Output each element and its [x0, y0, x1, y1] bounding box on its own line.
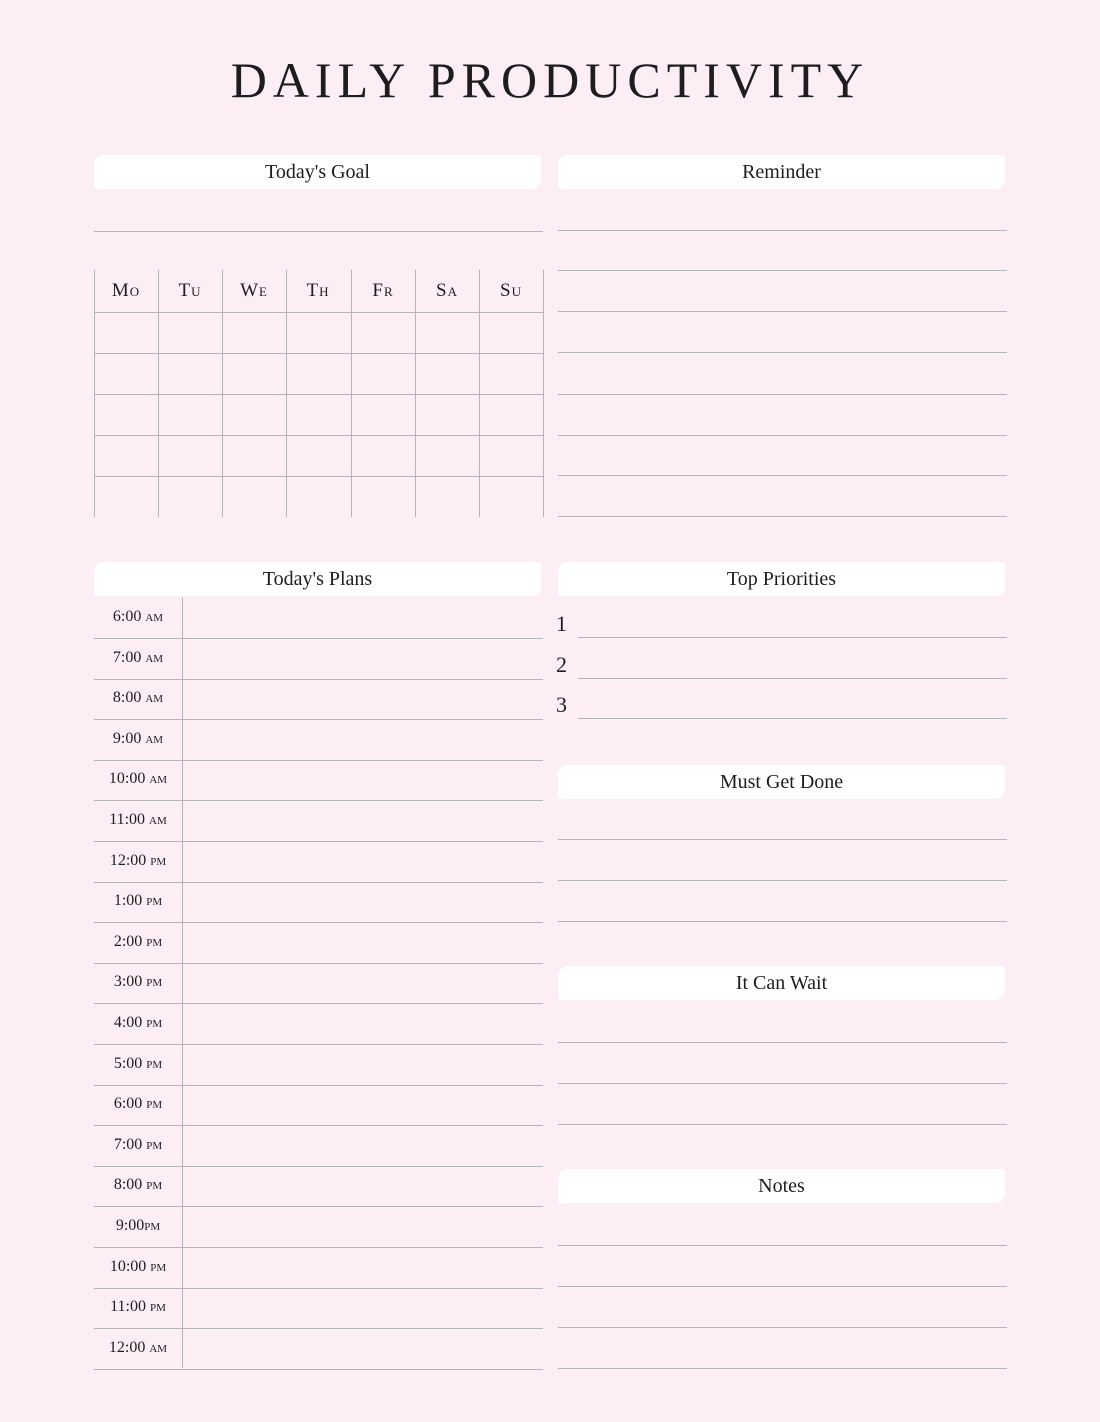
grid-cell[interactable] [416, 477, 478, 516]
grid-cell[interactable] [416, 313, 478, 352]
grid-cell[interactable] [287, 354, 349, 393]
grid-cell[interactable] [480, 354, 542, 393]
plans-header: Today's Plans [94, 562, 541, 596]
plan-slot[interactable] [184, 678, 542, 717]
plan-slot[interactable] [184, 1287, 542, 1326]
day-label-fr: Fr [372, 280, 394, 301]
grid-cell[interactable] [287, 395, 349, 434]
notes-line[interactable] [558, 1368, 1007, 1369]
grid-cell[interactable] [223, 436, 285, 475]
goal-header: Today's Goal [94, 155, 541, 189]
plan-slot[interactable] [184, 1328, 542, 1367]
it-can-wait-line[interactable] [558, 1042, 1007, 1043]
priority-number: 2 [556, 652, 567, 677]
time-label: 6:00 pm [113, 1095, 163, 1112]
must-get-done-line[interactable] [558, 921, 1007, 922]
must-get-done-line[interactable] [558, 839, 1007, 840]
plan-slot[interactable] [184, 962, 542, 1001]
day-label-tu: Tu [178, 280, 202, 301]
day-label-we: We [240, 280, 268, 301]
plan-slot[interactable] [184, 1247, 542, 1286]
time-label: 10:00 am [108, 770, 168, 787]
time-label: 7:00 am [112, 649, 164, 666]
plan-slot[interactable] [184, 800, 542, 839]
grid-cell[interactable] [287, 436, 349, 475]
time-label: 9:00 am [112, 730, 164, 747]
plan-slot[interactable] [184, 638, 542, 677]
grid-cell[interactable] [159, 395, 221, 434]
reminder-line[interactable] [558, 516, 1007, 517]
grid-cell[interactable] [352, 313, 414, 352]
reminder-line[interactable] [558, 435, 1007, 436]
must-get-done-line[interactable] [558, 880, 1007, 881]
reminder-header: Reminder [558, 155, 1005, 189]
grid-cell[interactable] [159, 354, 221, 393]
plan-slot[interactable] [184, 841, 542, 880]
grid-cell[interactable] [287, 477, 349, 516]
reminder-line[interactable] [558, 311, 1007, 312]
notes-line[interactable] [558, 1327, 1007, 1328]
plan-slot[interactable] [184, 597, 542, 636]
time-label: 11:00 pm [110, 1298, 166, 1315]
grid-cell[interactable] [352, 436, 414, 475]
notes-line[interactable] [558, 1245, 1007, 1246]
grid-cell[interactable] [480, 313, 542, 352]
notes-line[interactable] [558, 1286, 1007, 1287]
grid-cell[interactable] [416, 354, 478, 393]
grid-cell[interactable] [352, 354, 414, 393]
must-get-done-header: Must Get Done [558, 765, 1005, 799]
time-label: 9:00pm [115, 1217, 161, 1234]
grid-cell[interactable] [480, 436, 542, 475]
plan-slot[interactable] [184, 1084, 542, 1123]
grid-cell[interactable] [223, 354, 285, 393]
time-label: 8:00 pm [113, 1176, 163, 1193]
time-label: 12:00 am [108, 1339, 168, 1356]
reminder-line[interactable] [558, 394, 1007, 395]
time-label: 12:00 pm [109, 852, 167, 869]
grid-cell[interactable] [223, 477, 285, 516]
grid-cell[interactable] [223, 313, 285, 352]
time-label: 4:00 pm [113, 1014, 163, 1031]
time-label: 2:00 pm [113, 933, 163, 950]
plan-slot[interactable] [184, 1125, 542, 1164]
grid-cell[interactable] [287, 313, 349, 352]
time-label: 8:00 am [112, 689, 164, 706]
day-label-th: Th [306, 280, 330, 301]
grid-cell[interactable] [95, 477, 157, 516]
priority-line[interactable] [578, 718, 1007, 719]
time-label: 1:00 pm [113, 892, 163, 909]
plan-slot[interactable] [184, 1044, 542, 1083]
grid-cell[interactable] [159, 477, 221, 516]
grid-cell[interactable] [480, 477, 542, 516]
plan-slot[interactable] [184, 881, 542, 920]
plan-slot[interactable] [184, 1165, 542, 1204]
time-label: 7:00 pm [113, 1136, 163, 1153]
grid-cell[interactable] [95, 354, 157, 393]
grid-column-line [543, 270, 544, 517]
day-label-mo: Mo [111, 280, 141, 301]
grid-cell[interactable] [95, 436, 157, 475]
priority-number: 3 [556, 692, 567, 717]
grid-cell[interactable] [416, 395, 478, 434]
time-label: 5:00 pm [113, 1055, 163, 1072]
time-label: 6:00 am [112, 608, 164, 625]
grid-cell[interactable] [352, 395, 414, 434]
priority-line[interactable] [578, 678, 1007, 679]
goal-line[interactable] [94, 231, 543, 232]
time-label: 11:00 am [109, 811, 167, 828]
priority-number: 1 [556, 611, 567, 636]
day-label-sa: Sa [436, 280, 458, 301]
grid-cell[interactable] [95, 395, 157, 434]
it-can-wait-header: It Can Wait [558, 966, 1005, 1000]
it-can-wait-line[interactable] [558, 1083, 1007, 1084]
grid-cell[interactable] [480, 395, 542, 434]
reminder-line[interactable] [558, 352, 1007, 353]
grid-cell[interactable] [95, 313, 157, 352]
reminder-line[interactable] [558, 270, 1007, 271]
grid-cell[interactable] [352, 477, 414, 516]
grid-cell[interactable] [159, 313, 221, 352]
plan-slot[interactable] [184, 719, 542, 758]
plan-slot[interactable] [184, 759, 542, 798]
priority-line[interactable] [578, 637, 1007, 638]
plan-row-line [94, 1369, 543, 1370]
plan-slot[interactable] [184, 1206, 542, 1245]
grid-cell[interactable] [223, 395, 285, 434]
time-label: 10:00 pm [109, 1258, 167, 1275]
grid-cell[interactable] [159, 436, 221, 475]
page-title: DAILY PRODUCTIVITY [230, 52, 870, 108]
time-divider-line [182, 597, 183, 1368]
day-label-su: Su [500, 280, 522, 301]
grid-cell[interactable] [416, 436, 478, 475]
notes-header: Notes [558, 1169, 1005, 1203]
reminder-line[interactable] [558, 475, 1007, 476]
plan-slot[interactable] [184, 1003, 542, 1042]
time-label: 3:00 pm [113, 973, 163, 990]
priorities-header: Top Priorities [558, 562, 1005, 596]
reminder-line[interactable] [558, 230, 1007, 231]
it-can-wait-line[interactable] [558, 1124, 1007, 1125]
plan-slot[interactable] [184, 922, 542, 961]
